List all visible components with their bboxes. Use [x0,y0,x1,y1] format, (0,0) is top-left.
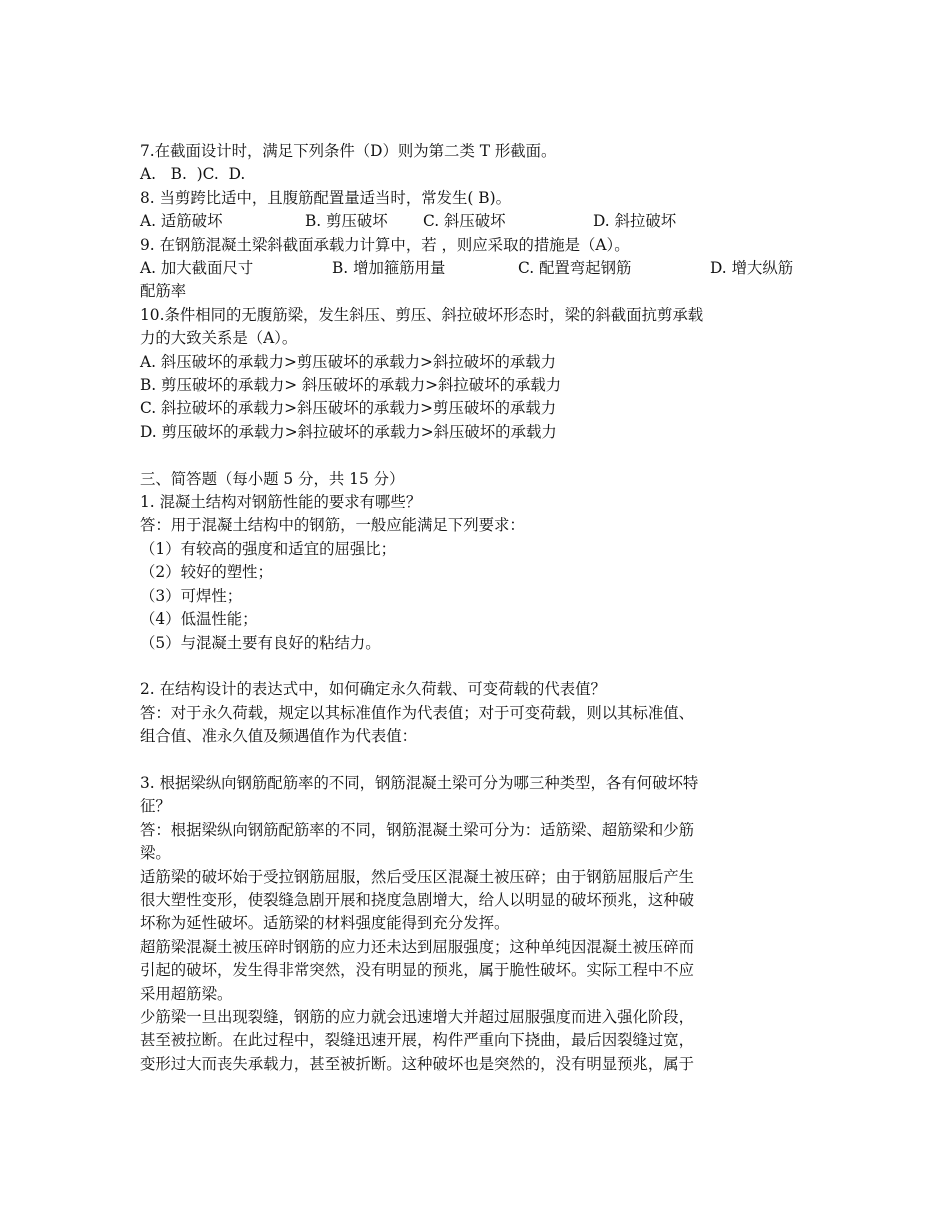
short-answer-3-answer-line-1: 答：根据梁纵向钢筋配筋率的不同，钢筋混凝土梁可分为：适筋梁、超筋梁和少筋 [140,820,695,839]
question-9-option-d-continued: 配筋率 [140,282,187,301]
question-9-stem: 9. 在钢筋混凝土梁斜截面承载力计算中，若 ，则应采取的措施是（A）。 [140,235,630,254]
question-10-option-c: C. 斜拉破坏的承载力>斜压破坏的承载力>剪压破坏的承载力 [140,399,557,418]
lightly-reinforced-beam-line-3: 变形过大而丧失承载力，甚至被折断。这种破坏也是突然的，没有明显预兆，属于 [140,1054,695,1073]
short-answer-2-answer-line-2: 组合值、准永久值及频遇值作为代表值： [140,727,418,746]
question-10-stem-line-1: 10.条件相同的无腹筋梁，发生斜压、剪压、斜拉破坏形态时，梁的斜截面抗剪承载 [140,305,704,324]
short-answer-1-item: （1）有较高的强度和适宜的屈强比； [140,539,397,558]
option-c: C. 斜压破坏 [423,212,506,231]
short-answer-3-answer-line-2: 梁。 [140,844,171,863]
question-10-stem-line-2: 力的大致关系是（A）。 [140,329,298,348]
question-7-stem: 7.在截面设计时，满足下列条件（D）则为第二类 T 形截面。 [140,142,557,160]
short-answer-3-question-line-1: 3. 根据梁纵向钢筋配筋率的不同，钢筋混凝土梁可分为哪三种类型，各有何破坏特 [140,773,699,792]
question-7-options: A. B. )C. D. [140,165,246,184]
question-9-options [140,257,820,280]
blank-line [140,655,820,678]
question-10-option-d: D. 剪压破坏的承载力>斜拉破坏的承载力>斜压破坏的承载力 [140,422,557,441]
option-d: D. 增大纵筋 [710,259,794,278]
question-8-stem: 8. 当剪跨比适中，且腹筋配置量适当时，常发生( B)。 [140,188,511,207]
question-10-option-a: A. 斜压破坏的承载力>剪压破坏的承载力>斜拉破坏的承载力 [140,352,557,371]
option-a: A. 加大截面尺寸 [140,259,254,278]
lightly-reinforced-beam-line-2: 甚至被拉断。在此过程中，裂缝迅速开展，构件严重向下挠曲，最后因裂缝过宽， [140,1031,695,1050]
short-answer-1-answer: 答：用于混凝土结构中的钢筋，一般应能满足下列要求： [140,516,525,535]
short-answer-1-item: （3）可焊性； [140,586,243,605]
short-answer-1-item: （4）低温性能； [140,610,258,629]
document-page [140,140,820,1076]
over-reinforced-beam-line-2: 引起的破坏，发生得非常突然，没有明显的预兆，属于脆性破坏。实际工程中不应 [140,961,695,980]
over-reinforced-beam-line-3: 采用超筋梁。 [140,984,233,1003]
blank-line [140,444,820,467]
over-reinforced-beam-line-1: 超筋梁混凝土被压碎时钢筋的应力还未达到屈服强度；这种单纯因混凝土被压碎而 [140,937,695,956]
under-reinforced-beam-line-2: 很大塑性变形，使裂缝急剧开展和挠度急剧增大，给人以明显的破坏预兆，这种破 [140,890,695,909]
option-b: B. 剪压破坏 [305,212,388,231]
option-b: B. 增加箍筋用量 [332,259,446,278]
short-answer-1-item: （2）较好的塑性； [140,563,273,582]
blank-line [140,749,820,772]
question-8-options [140,210,820,233]
option-a: A. 适筋破坏 [140,212,223,231]
option-d: D. 斜拉破坏 [593,212,677,231]
question-10-option-b: B. 剪压破坏的承载力> 斜压破坏的承载力>斜拉破坏的承载力 [140,376,562,395]
short-answer-2-answer-line-1: 答：对于永久荷载，规定以其标准值作为代表值；对于可变荷载，则以其标准值、 [140,703,695,722]
short-answer-1-question: 1. 混凝土结构对钢筋性能的要求有哪些？ [140,493,422,512]
short-answer-1-item: （5）与混凝土要有良好的粘结力。 [140,633,381,652]
short-answer-2-question: 2. 在结构设计的表达式中，如何确定永久荷载、可变荷载的代表值？ [140,680,606,699]
under-reinforced-beam-line-1: 适筋梁的破坏始于受拉钢筋屈服，然后受压区混凝土被压碎；由于钢筋屈服后产生 [140,867,695,886]
under-reinforced-beam-line-3: 坏称为延性破坏。适筋梁的材料强度能得到充分发挥。 [140,914,510,933]
lightly-reinforced-beam-line-1: 少筋梁一旦出现裂缝，钢筋的应力就会迅速增大并超过屈服强度而进入强化阶段， [140,1007,695,1026]
section-3-heading: 三、简答题（每小题 5 分，共 15 分） [140,469,405,488]
short-answer-3-question-line-2: 征？ [140,797,171,816]
option-c: C. 配置弯起钢筋 [518,259,632,278]
